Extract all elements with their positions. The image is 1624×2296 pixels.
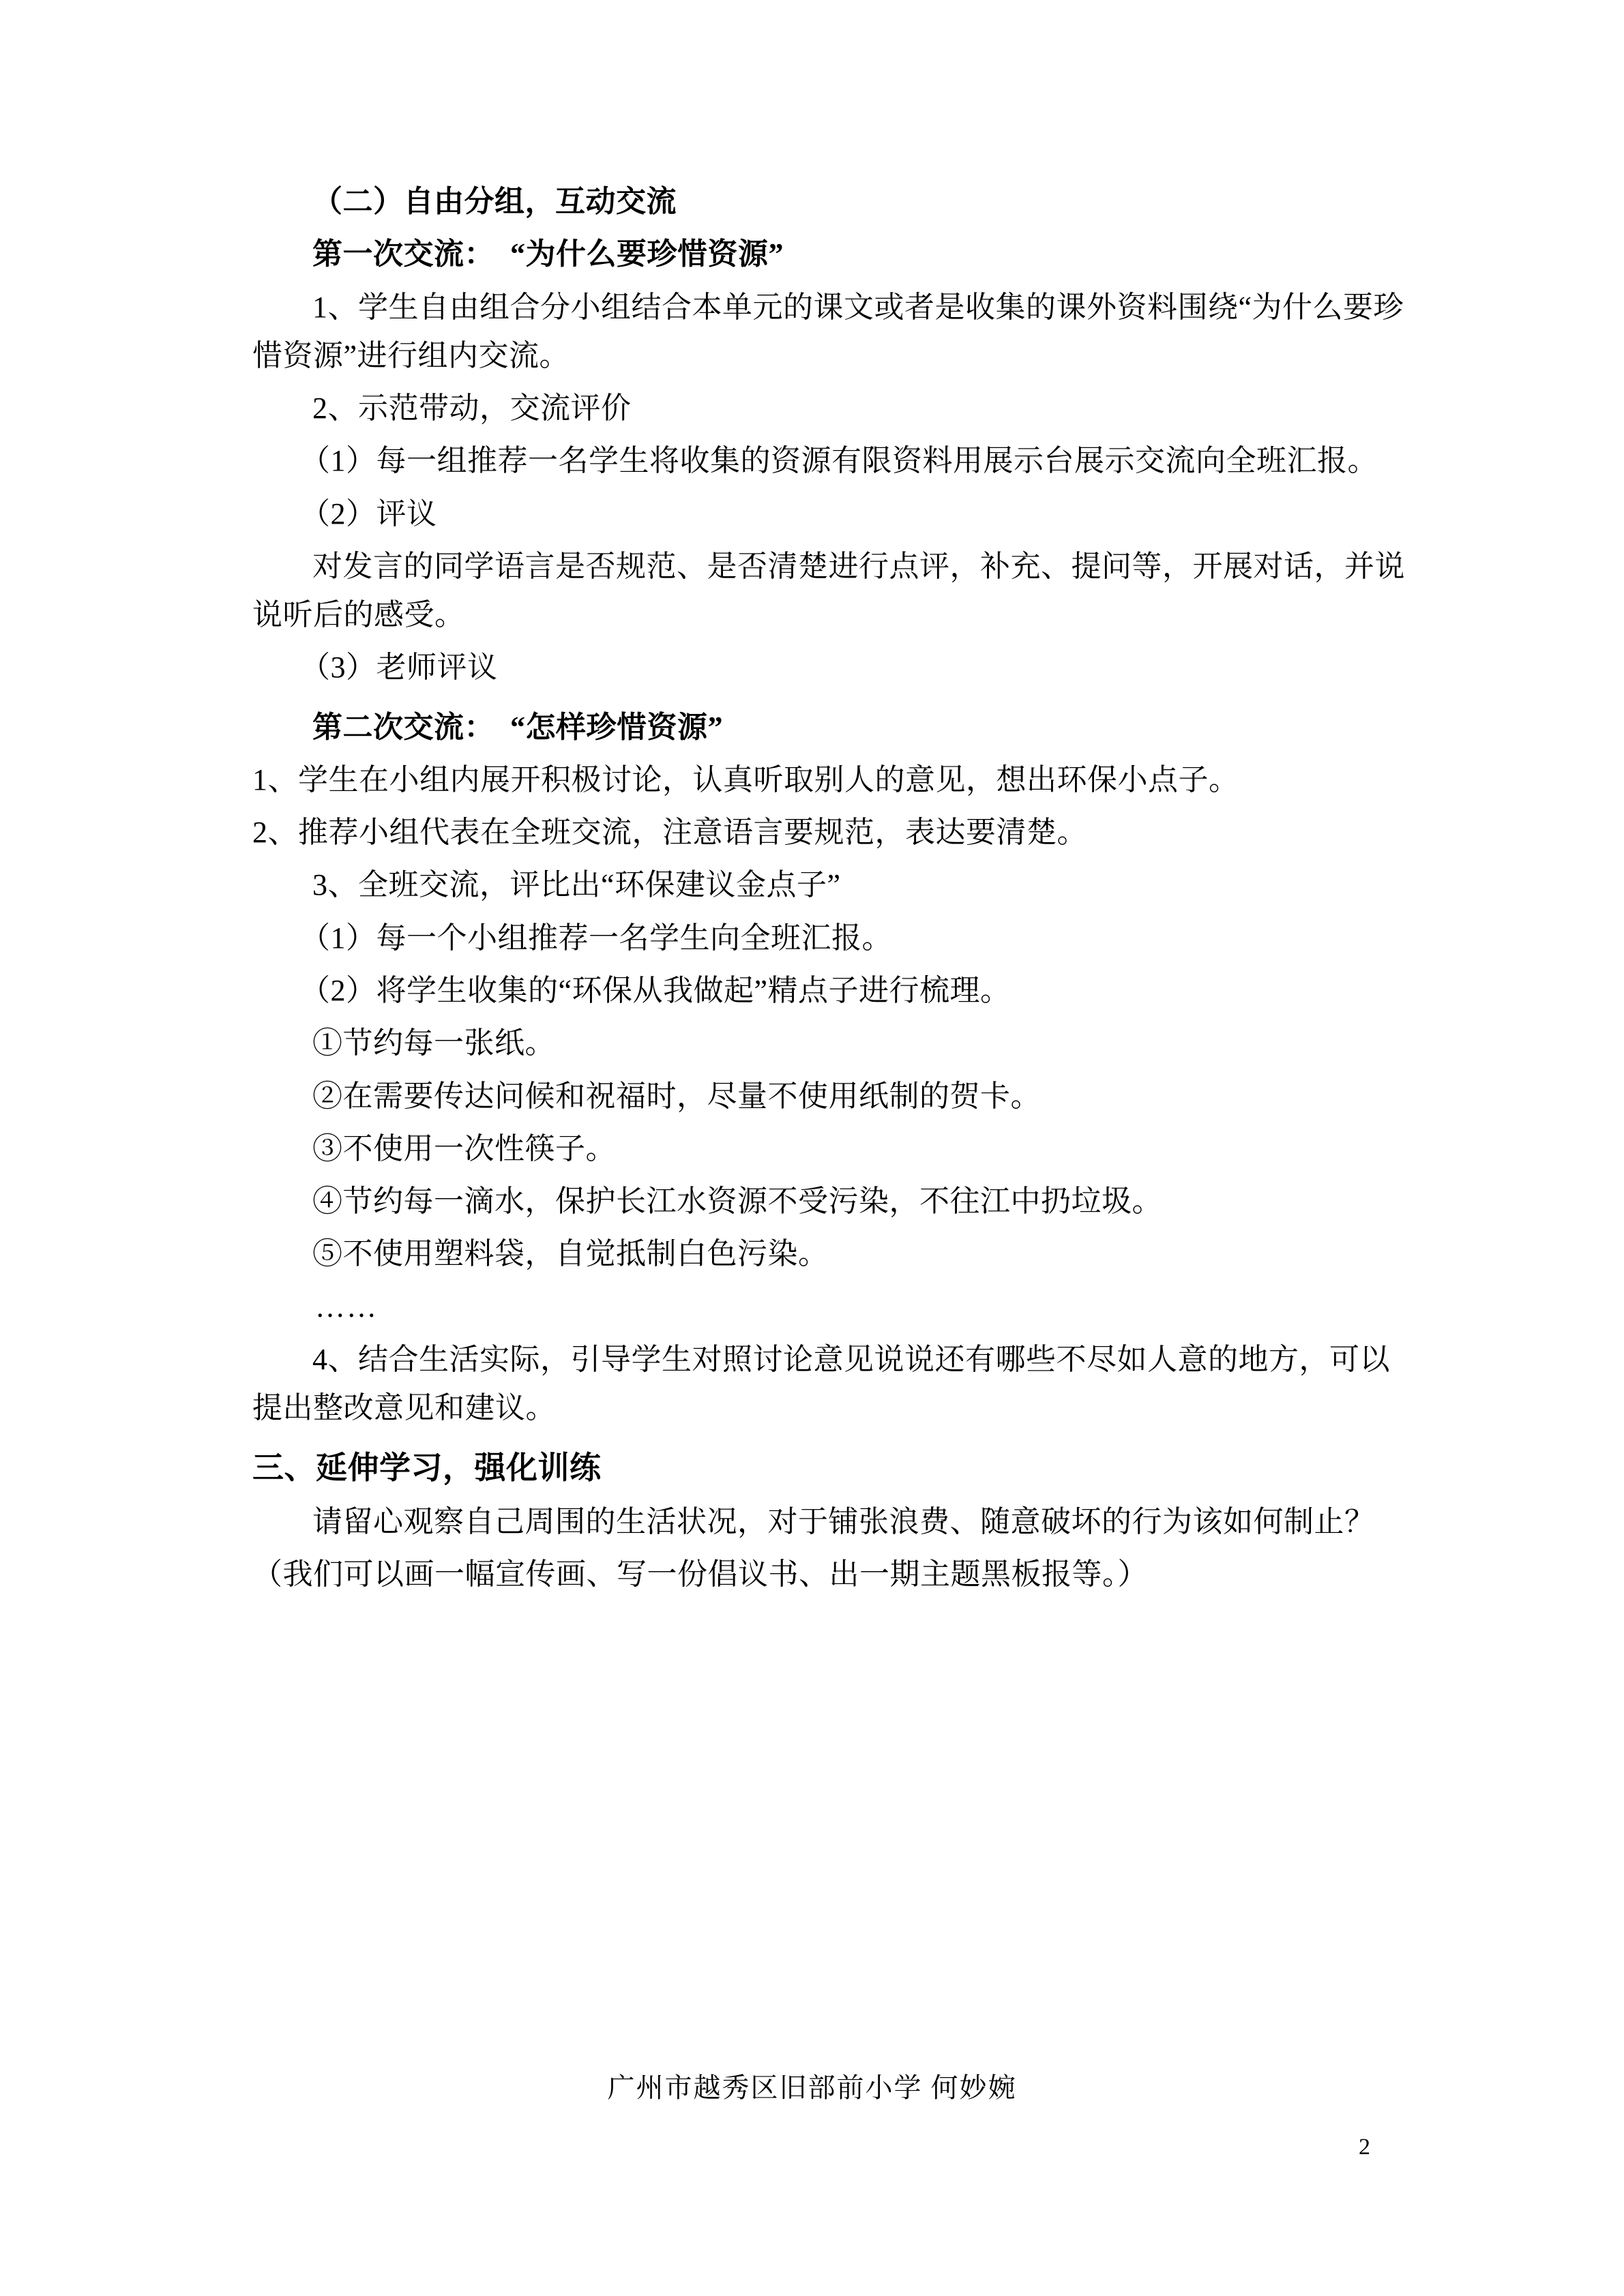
paragraph-tip-1: ①节约每一张纸。 bbox=[312, 1026, 555, 1060]
paragraph-item-2-3: （3）老师评议 bbox=[300, 651, 498, 685]
paragraph-comment-guidance: 对发言的同学语言是否规范、是否清楚进行点评，补充、提问等，开展对话，并说说听后的感受。 bbox=[252, 549, 1405, 632]
paragraph-tip-5: ⑤不使用塑料袋，自觉抵制白色污染。 bbox=[312, 1237, 829, 1271]
paragraph-extended-task: 请留心观察自己周围的生活状况，对于铺张浪费、随意破坏的行为该如何制止？ bbox=[312, 1504, 1375, 1538]
paragraph-item-2: 2、示范带动，交流评价 bbox=[312, 391, 632, 426]
paragraph-item-1: 1、学生自由组合分小组结合本单元的课文或者是收集的课外资料围绕“为什么要珍惜资源”进行组内交流。 bbox=[252, 290, 1404, 372]
page-number: 2 bbox=[1359, 2134, 1370, 2160]
paragraph-second-item-2: 2、推荐小组代表在全班交流，注意语言要规范，表达要清楚。 bbox=[252, 816, 1087, 850]
paragraph-item-2-1: （1）每一组推荐一名学生将收集的资源有限资料用展示台展示交流向全班汇报。 bbox=[300, 444, 1378, 478]
paragraph-item-2-2: （2）评议 bbox=[300, 496, 437, 531]
paragraph-tip-3: ③不使用一次性筷子。 bbox=[312, 1131, 616, 1165]
paragraph-second-item-1: 1、学生在小组内展开积极讨论，认真听取别人的意见，想出环保小点子。 bbox=[252, 762, 1239, 796]
paragraph-extended-hint: （我们可以画一幅宣传画、写一份倡议书、出一期主题黑板报等。） bbox=[252, 1557, 1148, 1592]
footer-author: 广州市越秀区旧部前小学 何妙婉 bbox=[607, 2072, 1017, 2103]
paragraph-first-exchange-title: 第一次交流： “为什么要珍惜资源” bbox=[312, 237, 784, 271]
paragraph-second-item-3-2: （2）将学生收集的“环保从我做起”精点子进行梳理。 bbox=[300, 973, 1011, 1007]
section-heading-extended-learning: 三、延伸学习，强化训练 bbox=[252, 1450, 602, 1486]
paragraph-second-item-4: 4、结合生活实际，引导学生对照讨论意见说说还有哪些不尽如人意的地方，可以提出整改意见和建议。 bbox=[252, 1342, 1390, 1425]
paragraph-tip-4: ④节约每一滴水，保护长江水资源不受污染，不往江中扔垃圾。 bbox=[312, 1184, 1162, 1219]
paragraph-heading-group-activity: （二）自由分组，互动交流 bbox=[312, 185, 677, 218]
paragraph-second-item-3: 3、全班交流，评比出“环保建议金点子” bbox=[312, 868, 841, 902]
paragraph-tip-2: ②在需要传达问候和祝福时，尽量不使用纸制的贺卡。 bbox=[312, 1079, 1041, 1113]
document-body bbox=[252, 177, 1405, 1599]
paragraph-second-item-3-1: （1）每一个小组推荐一名学生向全班汇报。 bbox=[300, 921, 892, 955]
paragraph-ellipsis: …… bbox=[315, 1289, 378, 1324]
paragraph-second-exchange-title: 第二次交流： “怎样珍惜资源” bbox=[312, 710, 723, 744]
